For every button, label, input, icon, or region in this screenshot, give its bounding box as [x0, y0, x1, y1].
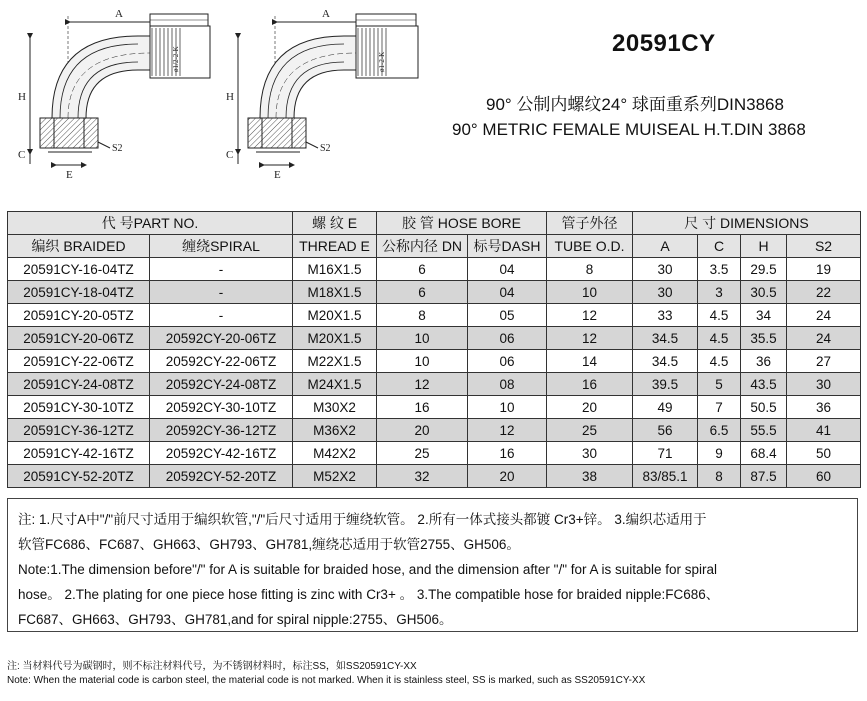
note-cn-line-1: 注: 1.尺寸A中"/"前尺寸适用于编织软管,"/"后尺寸适用于缠绕软管。 2.所有一体式接头都镀 Cr3+锌。 3.编织芯适用于 [18, 512, 707, 527]
header-tube-od-en: TUBE O.D. [547, 235, 633, 258]
cell-c: 6.5 [698, 419, 741, 442]
header-braided: 编织 BRAIDED [8, 235, 150, 258]
cell-s2: 24 [787, 327, 861, 350]
cell-h: 34 [741, 304, 787, 327]
cell-c: 9 [698, 442, 741, 465]
braided-mark: ø1/2-2-K [172, 46, 180, 72]
cell-dash: 20 [468, 465, 547, 488]
header-hose-bore: 胶 管 HOSE BORE [377, 212, 547, 235]
table-row [8, 350, 861, 373]
table-row [8, 258, 861, 281]
cell-a: 34.5 [633, 327, 698, 350]
cell-dn: 25 [377, 442, 468, 465]
table-row [8, 281, 861, 304]
cell-dn: 10 [377, 350, 468, 373]
cell-thread: M42X2 [293, 442, 377, 465]
cell-dash: 06 [468, 327, 547, 350]
cell-dash: 12 [468, 419, 547, 442]
cell-thread: M22X1.5 [293, 350, 377, 373]
table-row [8, 304, 861, 327]
cell-a: 49 [633, 396, 698, 419]
cell-spiral: 20592CY-24-08TZ [150, 373, 293, 396]
cell-h: 36 [741, 350, 787, 373]
cell-dn: 10 [377, 327, 468, 350]
spec-table [7, 211, 861, 488]
cell-s2: 36 [787, 396, 861, 419]
spec-table-body [8, 258, 861, 488]
note-en-line-3: FC687、GH663、GH793、GH781,and for spiral nipple:2755、GH506。 [18, 612, 453, 627]
cell-thread: M52X2 [293, 465, 377, 488]
header-a: A [633, 235, 698, 258]
cell-a: 56 [633, 419, 698, 442]
cell-spiral: 20592CY-20-06TZ [150, 327, 293, 350]
cell-tube: 20 [547, 396, 633, 419]
cell-dash: 04 [468, 281, 547, 304]
cell-a: 30 [633, 281, 698, 304]
cell-thread: M20X1.5 [293, 304, 377, 327]
cell-dn: 6 [377, 281, 468, 304]
cell-tube: 38 [547, 465, 633, 488]
cell-dn: 20 [377, 419, 468, 442]
fitting-drawing-svg [0, 0, 440, 195]
cell-s2: 30 [787, 373, 861, 396]
note-cn-line-2: 软管FC686、FC687、GH663、GH793、GH781,缠绕芯适用于软管2755、GH506。 [18, 537, 520, 552]
cell-tube: 10 [547, 281, 633, 304]
table-row [8, 442, 861, 465]
dim-e-label: E [66, 169, 73, 181]
cell-s2: 60 [787, 465, 861, 488]
cell-c: 5 [698, 373, 741, 396]
dim-h-label: H [18, 91, 26, 103]
cell-tube: 14 [547, 350, 633, 373]
dim-s2-label-right: S2 [320, 143, 331, 154]
cell-thread: M36X2 [293, 419, 377, 442]
cell-braided: 20591CY-20-06TZ [8, 327, 150, 350]
cell-braided: 20591CY-42-16TZ [8, 442, 150, 465]
cell-dash: 06 [468, 350, 547, 373]
cell-h: 29.5 [741, 258, 787, 281]
cell-a: 34.5 [633, 350, 698, 373]
cell-spiral: 20592CY-22-06TZ [150, 350, 293, 373]
dim-c-label-right: C [226, 149, 234, 161]
dim-c-label: C [18, 149, 26, 161]
cell-braided: 20591CY-52-20TZ [8, 465, 150, 488]
cell-s2: 27 [787, 350, 861, 373]
header-spiral: 缠绕SPIRAL [150, 235, 293, 258]
cell-dn: 6 [377, 258, 468, 281]
footer-note-cn: 注: 当材料代号为碳钢时，则不标注材料代号，为不锈钢材料时，标注SS，如SS20591CY-XX [7, 661, 417, 672]
cell-c: 4.5 [698, 350, 741, 373]
cell-dash: 10 [468, 396, 547, 419]
note-en-line-2: hose。 2.The plating for one piece hose fitting is zinc with Cr3+ 。 3.The compatible hose for braided nipple:FC686、 [18, 587, 720, 602]
cell-s2: 50 [787, 442, 861, 465]
cell-h: 30.5 [741, 281, 787, 304]
cell-braided: 20591CY-22-06TZ [8, 350, 150, 373]
cell-braided: 20591CY-16-04TZ [8, 258, 150, 281]
header-thread-en: THREAD E [293, 235, 377, 258]
cell-s2: 41 [787, 419, 861, 442]
cell-spiral: 20592CY-30-10TZ [150, 396, 293, 419]
table-row [8, 465, 861, 488]
cell-c: 3.5 [698, 258, 741, 281]
title-english: 90° METRIC FEMALE MUISEAL H.T.DIN 3868 [452, 120, 806, 139]
cell-thread: M30X2 [293, 396, 377, 419]
title-chinese: 90° 公制内螺纹24° 球面重系列DIN3868 [486, 95, 784, 114]
cell-h: 55.5 [741, 419, 787, 442]
header-part-no: 代 号PART NO. [8, 212, 293, 235]
cell-spiral: 20592CY-52-20TZ [150, 465, 293, 488]
cell-a: 33 [633, 304, 698, 327]
cell-dn: 12 [377, 373, 468, 396]
note-en-line-1: Note:1.The dimension before"/" for A is suitable for braided hose, and the dimension after "/" for A is suitable for spiral [18, 562, 718, 577]
cell-braided: 20591CY-30-10TZ [8, 396, 150, 419]
cell-h: 50.5 [741, 396, 787, 419]
cell-h: 68.4 [741, 442, 787, 465]
cell-spiral: 20592CY-42-16TZ [150, 442, 293, 465]
header-h: H [741, 235, 787, 258]
cell-a: 39.5 [633, 373, 698, 396]
cell-braided: 20591CY-20-05TZ [8, 304, 150, 327]
header-c: C [698, 235, 741, 258]
header-tube-od: 管子外径 [547, 212, 633, 235]
cell-c: 8 [698, 465, 741, 488]
dim-h-label-right: H [226, 91, 234, 103]
cell-a: 71 [633, 442, 698, 465]
model-number: 20591CY [612, 30, 716, 57]
table-row [8, 327, 861, 350]
cell-tube: 12 [547, 327, 633, 350]
cell-spiral: 20592CY-36-12TZ [150, 419, 293, 442]
table-row [8, 373, 861, 396]
cell-a: 30 [633, 258, 698, 281]
cell-spiral: - [150, 304, 293, 327]
cell-braided: 20591CY-24-08TZ [8, 373, 150, 396]
cell-c: 4.5 [698, 327, 741, 350]
cell-c: 4.5 [698, 304, 741, 327]
cell-tube: 30 [547, 442, 633, 465]
dim-e-label-right: E [274, 169, 281, 181]
header-row-2 [8, 235, 861, 258]
cell-thread: M18X1.5 [293, 281, 377, 304]
table-row [8, 396, 861, 419]
notes-box [7, 498, 858, 632]
header-dash: 标号DASH [468, 235, 547, 258]
cell-a: 83/85.1 [633, 465, 698, 488]
cell-s2: 24 [787, 304, 861, 327]
cell-dash: 05 [468, 304, 547, 327]
fitting-drawings [0, 0, 440, 195]
header-dn: 公称内径 DN [377, 235, 468, 258]
cell-c: 3 [698, 281, 741, 304]
cell-tube: 12 [547, 304, 633, 327]
cell-thread: M20X1.5 [293, 327, 377, 350]
cell-dn: 32 [377, 465, 468, 488]
dim-s2-label: S2 [112, 143, 123, 154]
cell-h: 87.5 [741, 465, 787, 488]
cell-thread: M24X1.5 [293, 373, 377, 396]
cell-c: 7 [698, 396, 741, 419]
cell-tube: 8 [547, 258, 633, 281]
cell-tube: 16 [547, 373, 633, 396]
cell-thread: M16X1.5 [293, 258, 377, 281]
header-thread: 螺 纹 E [293, 212, 377, 235]
footer-note-en: Note: When the material code is carbon steel, the material code is not marked. When it is stainless steel, SS is marked, such as SS20591CY-XX [7, 675, 646, 686]
spiral-mark: ø1-2-K [378, 51, 386, 72]
cell-dash: 08 [468, 373, 547, 396]
cell-dn: 16 [377, 396, 468, 419]
cell-tube: 25 [547, 419, 633, 442]
cell-spiral: - [150, 281, 293, 304]
cell-spiral: - [150, 258, 293, 281]
cell-s2: 22 [787, 281, 861, 304]
cell-braided: 20591CY-36-12TZ [8, 419, 150, 442]
cell-h: 43.5 [741, 373, 787, 396]
cell-dn: 8 [377, 304, 468, 327]
cell-dash: 16 [468, 442, 547, 465]
dim-a-label: A [115, 8, 123, 20]
header-s2: S2 [787, 235, 861, 258]
cell-braided: 20591CY-18-04TZ [8, 281, 150, 304]
header-dimensions: 尺 寸 DIMENSIONS [633, 212, 861, 235]
cell-s2: 19 [787, 258, 861, 281]
table-row [8, 419, 861, 442]
header-row-1 [8, 212, 861, 235]
cell-dash: 04 [468, 258, 547, 281]
dim-a-label-right: A [322, 8, 330, 20]
cell-h: 35.5 [741, 327, 787, 350]
